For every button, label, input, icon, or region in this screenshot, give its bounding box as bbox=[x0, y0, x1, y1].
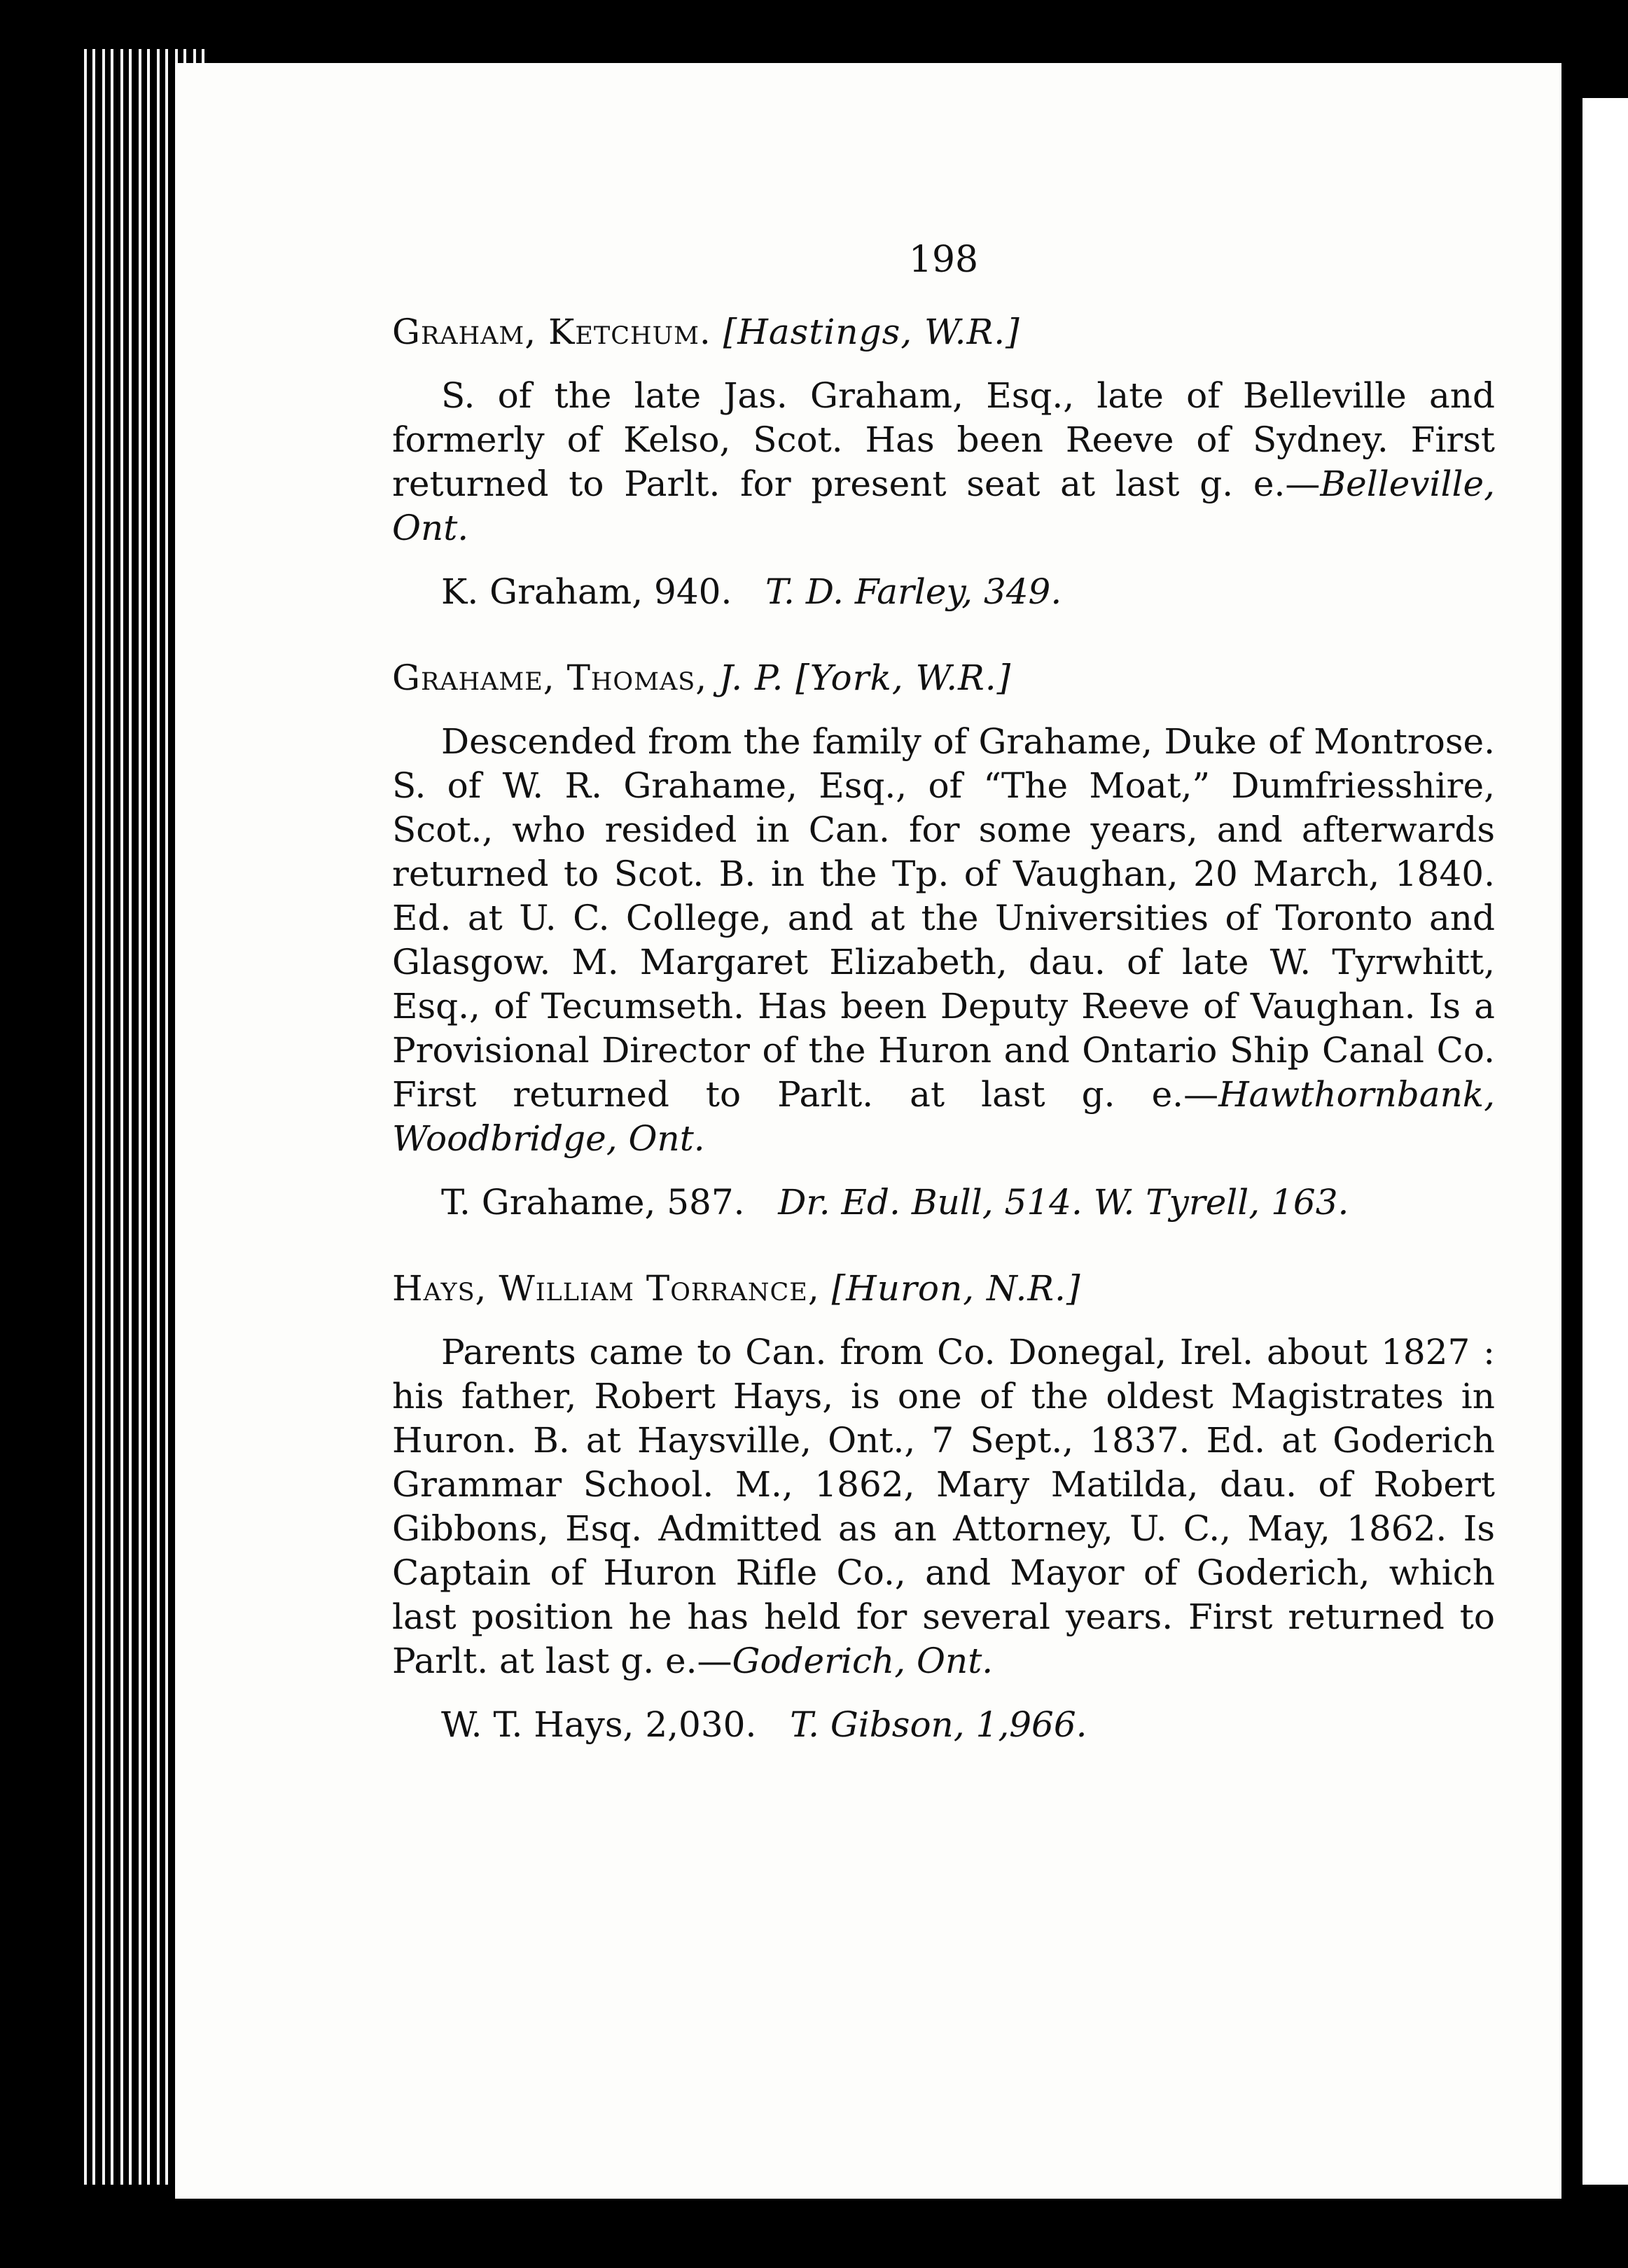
vote-winner: K. Graham, 940. bbox=[441, 571, 732, 612]
entry-surname: Hays bbox=[392, 1268, 475, 1309]
entry-graham bbox=[392, 310, 1495, 614]
page-content bbox=[392, 238, 1495, 1789]
entry-bio-text: S. of the late Jas. Graham, Esq., late of Belleville and formerly of Kelso, Scot. Has been Reeve of Sydney. First returned to Parlt. for present seat at last g. e. bbox=[392, 375, 1495, 504]
entry-address: Hawthornbank, Woodbridge, Ont. bbox=[392, 1074, 1495, 1159]
entry-biography: Descended from the family of Grahame, Duke of Montrose. S. of W. R. Grahame, Esq., of “The Moat,” Dumfriesshire, Scot., who resided in Can. for some years, and afterwards returned to Scot. B. in the Tp. of Vaughan, 20 March, 1840. Ed. at U. C. College, and at the Universities of Toronto and Glasgow. M. Margaret Elizabeth, dau. of late W. Tyrwhitt, Esq., of Tecumseth. Has been Deputy Reeve of Vaughan. Is a Provisional Director of the Huron and Ontario Ship Canal Co. First returned to Parlt. at last g. e.—Hawthornbank, Woodbridge, Ont. bbox=[392, 721, 1495, 1159]
entry-constituency: [York, W.R.] bbox=[795, 658, 1012, 698]
vote-winner: W. T. Hays, 2,030. bbox=[441, 1704, 757, 1745]
entry-votes bbox=[392, 570, 1495, 614]
entry-hays bbox=[392, 1267, 1495, 1747]
entry-votes bbox=[392, 1703, 1495, 1747]
entry-bio-text: Parents came to Can. from Co. Donegal, Irel. about 1827 : his father, Robert Hays, is one of the oldest Magistrates in Huron. B. at Haysville, Ont., 7 Sept., 1837. Ed. at Goderich Grammar School. M., 1862, Mary Matilda, dau. of Robert Gibbons, Esq. Admitted as an Attorney, U. C., May, 1862. Is Captain of Huron Rifle Co., and Mayor of Goderich, which last position he has held for several years. First returned to Parlt. at last g. e. bbox=[392, 1332, 1495, 1681]
entry-comma: , bbox=[475, 1268, 499, 1309]
vote-others: Dr. Ed. Bull, 514. W. Tyrell, 163. bbox=[778, 1182, 1349, 1223]
entry-surname: Graham bbox=[392, 312, 525, 352]
entry-votes bbox=[392, 1181, 1495, 1225]
vote-others: T. D. Farley, 349. bbox=[765, 571, 1062, 612]
entry-bio-text: Descended from the family of Grahame, Duke of Montrose. S. of W. R. Grahame, Esq., of “The Moat,” Dumfriesshire, Scot., who resided in Can. for some years, and afterwards returned to Scot. B. in the Tp. of Vaughan, 20 March, 1840. Ed. at U. C. College, and at the Universities of Toronto and Glasgow. M. Margaret Elizabeth, dau. of late W. Tyrwhitt, Esq., of Tecumseth. Has been Deputy Reeve of Vaughan. Is a Provisional Director of the Huron and Ontario Ship Canal Co. First returned to Parlt. at last g. e. bbox=[392, 721, 1495, 1115]
entry-heading bbox=[392, 656, 1495, 700]
entry-address: Goderich, Ont. bbox=[732, 1641, 994, 1681]
entry-title: J. P. bbox=[719, 658, 784, 698]
entry-comma: , bbox=[543, 658, 567, 698]
entry-constituency: [Hastings, W.R.] bbox=[723, 312, 1020, 352]
vote-winner: T. Grahame, 587. bbox=[441, 1182, 745, 1223]
entry-comma: , bbox=[524, 312, 549, 352]
entry-heading bbox=[392, 310, 1495, 354]
next-page-edge bbox=[1582, 98, 1628, 2185]
entry-grahame bbox=[392, 656, 1495, 1225]
entry-address: Belleville, Ont. bbox=[392, 464, 1495, 548]
entry-given-name: Thomas, bbox=[566, 658, 708, 698]
entry-heading bbox=[392, 1267, 1495, 1311]
entry-surname: Grahame bbox=[392, 658, 543, 698]
entry-given-name: Ketchum. bbox=[548, 312, 711, 352]
entry-given-name: William Torrance, bbox=[499, 1268, 820, 1309]
entry-biography: Parents came to Can. from Co. Donegal, Irel. about 1827 : his father, Robert Hays, is one of the oldest Magistrates in Huron. B. at Haysville, Ont., 7 Sept., 1837. Ed. at Goderich Grammar School. M., 1862, Mary Matilda, dau. of Robert Gibbons, Esq. Admitted as an Attorney, U. C., May, 1862. Is Captain of Huron Rifle Co., and Mayor of Goderich, which last position he has held for several years. First returned to Parlt. at last g. e.—Goderich, Ont. bbox=[392, 1332, 1495, 1681]
entry-constituency: [Huron, N.R.] bbox=[831, 1268, 1081, 1309]
entry-biography: S. of the late Jas. Graham, Esq., late of Belleville and formerly of Kelso, Scot. Has been Reeve of Sydney. First returned to Parlt. for present seat at last g. e.—Belleville, Ont. bbox=[392, 375, 1495, 548]
page-number: 198 bbox=[908, 239, 979, 281]
vote-others: T. Gibson, 1,966. bbox=[790, 1704, 1087, 1745]
